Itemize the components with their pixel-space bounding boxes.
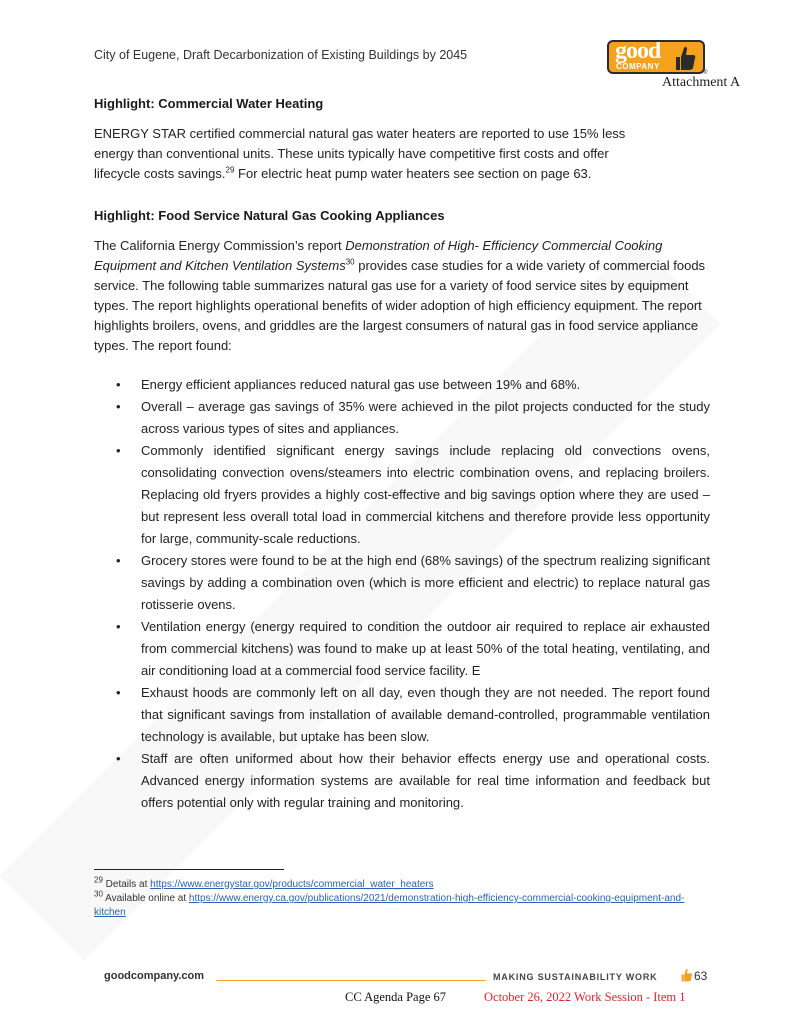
water-heating-paragraph (94, 124, 714, 184)
list-item-text: Exhaust hoods are commonly left on all day, even though they are not needed. The report found that significant savings from installation of available demand-controlled, programmable ventilation technology is available, but uptake has been slow. (141, 685, 710, 744)
footnote-29 (94, 875, 704, 892)
thumbs-up-icon (681, 968, 693, 982)
list-item-text: Energy efficient appliances reduced natural gas use between 19% and 68%. (141, 377, 581, 392)
list-item (94, 550, 710, 616)
footnote-ref-29[interactable]: 29 (225, 165, 235, 175)
footer-website: goodcompany.com (104, 970, 205, 982)
page-number: 63 (694, 969, 708, 983)
list-item-text: Overall – average gas savings of 35% were achieved in the pilot projects conducted for the study across various types of sites and appliances. (141, 399, 710, 436)
footnote-link-energystar[interactable]: https://www.energystar.gov/products/commercial_water_heaters (150, 879, 434, 890)
bullet-icon: • (116, 553, 121, 568)
footnote-30 (94, 889, 704, 920)
logo-subtitle: COMPANY (616, 62, 660, 71)
footnote-number: 30 (94, 889, 103, 899)
logo-wordmark: good (615, 40, 661, 64)
good-company-logo (607, 40, 708, 76)
agenda-page-label: CC Agenda Page 67 (345, 990, 447, 1004)
footer-tagline: MAKING SUSTAINABILITY WORK (493, 972, 658, 982)
document-header-title: City of Eugene, Draft Decarbonization of Existing Buildings by 2045 (94, 48, 468, 62)
list-item-text: Grocery stores were found to be at the high end (68% savings) of the spectrum realizing significant savings by adding a combination oven (which is more efficient and electric) to replace natural gas rotisserie ovens. (141, 553, 710, 612)
para-text: lifecycle costs savings. (94, 166, 226, 181)
list-item (94, 616, 710, 682)
para-line: ENERGY STAR certified commercial natural gas water heaters are reported to use 15% less (94, 126, 626, 141)
heading-water-heating: Highlight: Commercial Water Heating (94, 96, 324, 111)
footnote-text: Available online at (102, 893, 189, 904)
list-item (94, 748, 710, 814)
para-text: The California Energy Commission’s report (94, 238, 346, 253)
list-item-text: Commonly identified significant energy savings include replacing old convections ovens, consolidating convection ovens/steamers into electric combination ovens, and replacing broilers. Replacing old fryers provides a highly cost-effective and big savings option where they are used – but represent less overall total load in commercial kitchens and therefore provide less opportunity for large, community-scale reductions. (141, 443, 710, 546)
list-item-text: Staff are often uniformed about how their behavior effects energy use and operational costs. Advanced energy information systems are available for real time information and feedback but offers potential only with regular training and monitoring. (141, 751, 710, 810)
report-title: Demonstration of High- Efficiency Commercial Cooking Equipment and Kitchen Ventilation Systems (94, 238, 663, 273)
para-text: For electric heat pump water heaters see section on page 63. (234, 166, 592, 181)
bullet-icon: • (116, 443, 121, 458)
bullet-icon: • (116, 685, 121, 700)
list-item (94, 440, 710, 550)
bullet-icon: • (116, 377, 121, 392)
para-line (94, 164, 714, 184)
work-session-label: October 26, 2022 Work Session - Item 1 (484, 990, 686, 1004)
thumbs-up-icon (675, 45, 697, 71)
footnotes (94, 875, 704, 920)
para-text: provides case studies for a wide variety of commercial foods service. The following table summarizes natural gas use for a variety of food service sites by equipment types. The report highlights operational benefits of wider adoption of high efficiency equipment. The report highlights broilers, ovens, and griddles are the largest consumers of natural gas in food service appliance types. The report found: (94, 258, 706, 353)
footnote-separator (94, 869, 284, 870)
attachment-label: Attachment A (662, 75, 741, 90)
bullet-icon: • (116, 619, 121, 634)
footnote-link-energy-ca[interactable]: https://www.energy.ca.gov/publications/2021/demonstration-high-efficiency-commercial-cooking-equipment-and-kitchen (94, 893, 685, 918)
footer-rule (216, 980, 486, 981)
list-item (94, 396, 710, 440)
food-service-intro (94, 236, 708, 356)
footnote-text: Details at (102, 879, 151, 890)
bullet-icon: • (116, 751, 121, 766)
findings-list (94, 374, 710, 814)
footnote-ref-30[interactable]: 30 (345, 257, 355, 267)
heading-food-service: Highlight: Food Service Natural Gas Cooking Appliances (94, 208, 445, 223)
list-item (94, 374, 710, 396)
bullet-icon: • (116, 399, 121, 414)
list-item-text: Ventilation energy (energy required to condition the outdoor air required to replace air exhausted from commercial kitchens) was found to make up at least 50% of the total heating, ventilating, and air conditioning load at a commercial food service facility. E (141, 619, 710, 678)
para-line: energy than conventional units. These units typically have competitive first costs and offer (94, 146, 609, 161)
list-item (94, 682, 710, 748)
registered-mark: ® (703, 70, 708, 76)
footnote-number: 29 (94, 875, 103, 885)
